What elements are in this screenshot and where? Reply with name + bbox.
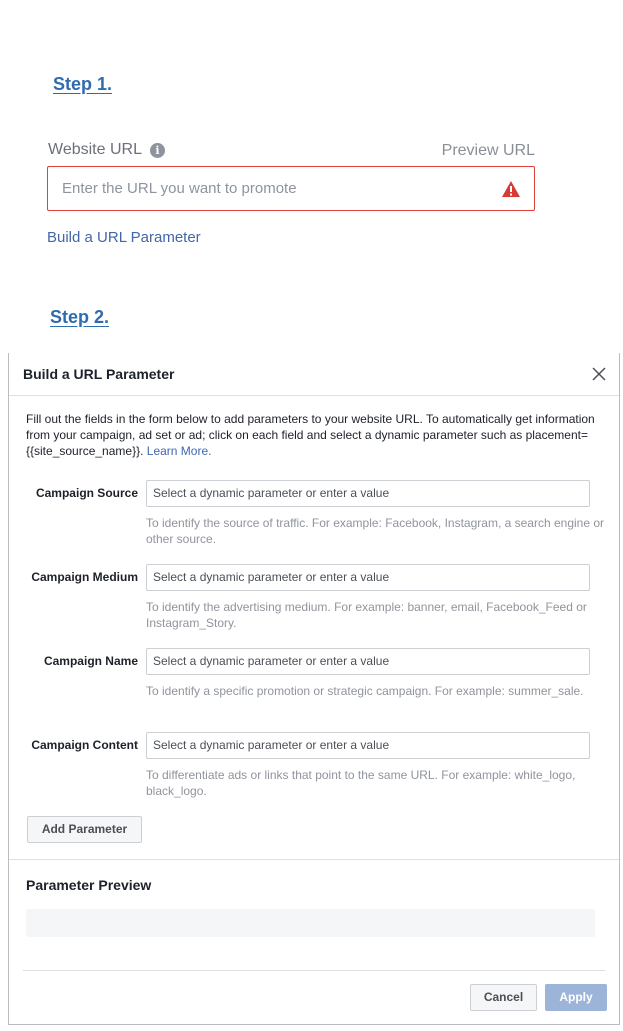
campaign-content-input[interactable]: Select a dynamic parameter or enter a value xyxy=(146,732,590,759)
step-2-heading: Step 2. xyxy=(50,307,110,327)
divider xyxy=(9,859,619,860)
campaign-source-input[interactable]: Select a dynamic parameter or enter a value xyxy=(146,480,590,507)
preview-url-link[interactable]: Preview URL xyxy=(441,142,535,159)
campaign-source-help: To identify the source of traffic. For example: Facebook, Instagram, a search engine or other source. xyxy=(146,516,605,546)
divider xyxy=(23,970,605,971)
website-url-label: Website URL xyxy=(48,141,142,158)
dialog-title: Build a URL Parameter xyxy=(23,366,175,382)
website-url-input[interactable] xyxy=(47,166,535,211)
website-url-placeholder: Enter the URL you want to promote xyxy=(62,180,297,197)
campaign-content-help: To differentiate ads or links that point to the same URL. For example: white_logo, black_logo. xyxy=(146,768,576,798)
parameter-preview-title: Parameter Preview xyxy=(26,877,152,893)
parameter-preview-box xyxy=(26,909,595,937)
learn-more-link[interactable]: Learn More. xyxy=(146,444,212,458)
campaign-name-label: Campaign Name xyxy=(43,654,138,668)
campaign-medium-help: To identify the advertising medium. For example: banner, email, Facebook_Feed or Instagram_Story. xyxy=(146,600,587,630)
dialog-intro-text xyxy=(26,411,596,459)
campaign-medium-input[interactable]: Select a dynamic parameter or enter a value xyxy=(146,564,590,591)
campaign-content-label: Campaign Content xyxy=(31,738,138,752)
step-1-heading: Step 1. xyxy=(53,74,113,94)
campaign-name-help: To identify a specific promotion or strategic campaign. For example: summer_sale. xyxy=(146,684,584,698)
info-icon[interactable]: i xyxy=(150,143,165,158)
dialog-header xyxy=(9,353,619,396)
apply-button[interactable]: Apply xyxy=(545,984,607,1011)
campaign-medium-label: Campaign Medium xyxy=(31,570,138,584)
build-url-parameter-dialog xyxy=(8,353,620,1025)
add-parameter-button[interactable]: Add Parameter xyxy=(27,816,142,843)
campaign-source-label: Campaign Source xyxy=(35,486,138,500)
close-icon[interactable] xyxy=(591,366,607,382)
campaign-name-input[interactable]: Select a dynamic parameter or enter a value xyxy=(146,648,590,675)
intro-text: Fill out the fields in the form below to add parameters to your website URL. To automatically get information from your campaign, ad set or ad; click on each field and select a dynamic parameter such as placement={{site_source_name}}. xyxy=(26,412,595,458)
warning-icon xyxy=(501,180,521,198)
cancel-button[interactable]: Cancel xyxy=(470,984,537,1011)
website-url-label-group xyxy=(48,141,165,159)
build-url-parameter-link[interactable]: Build a URL Parameter xyxy=(47,229,201,246)
